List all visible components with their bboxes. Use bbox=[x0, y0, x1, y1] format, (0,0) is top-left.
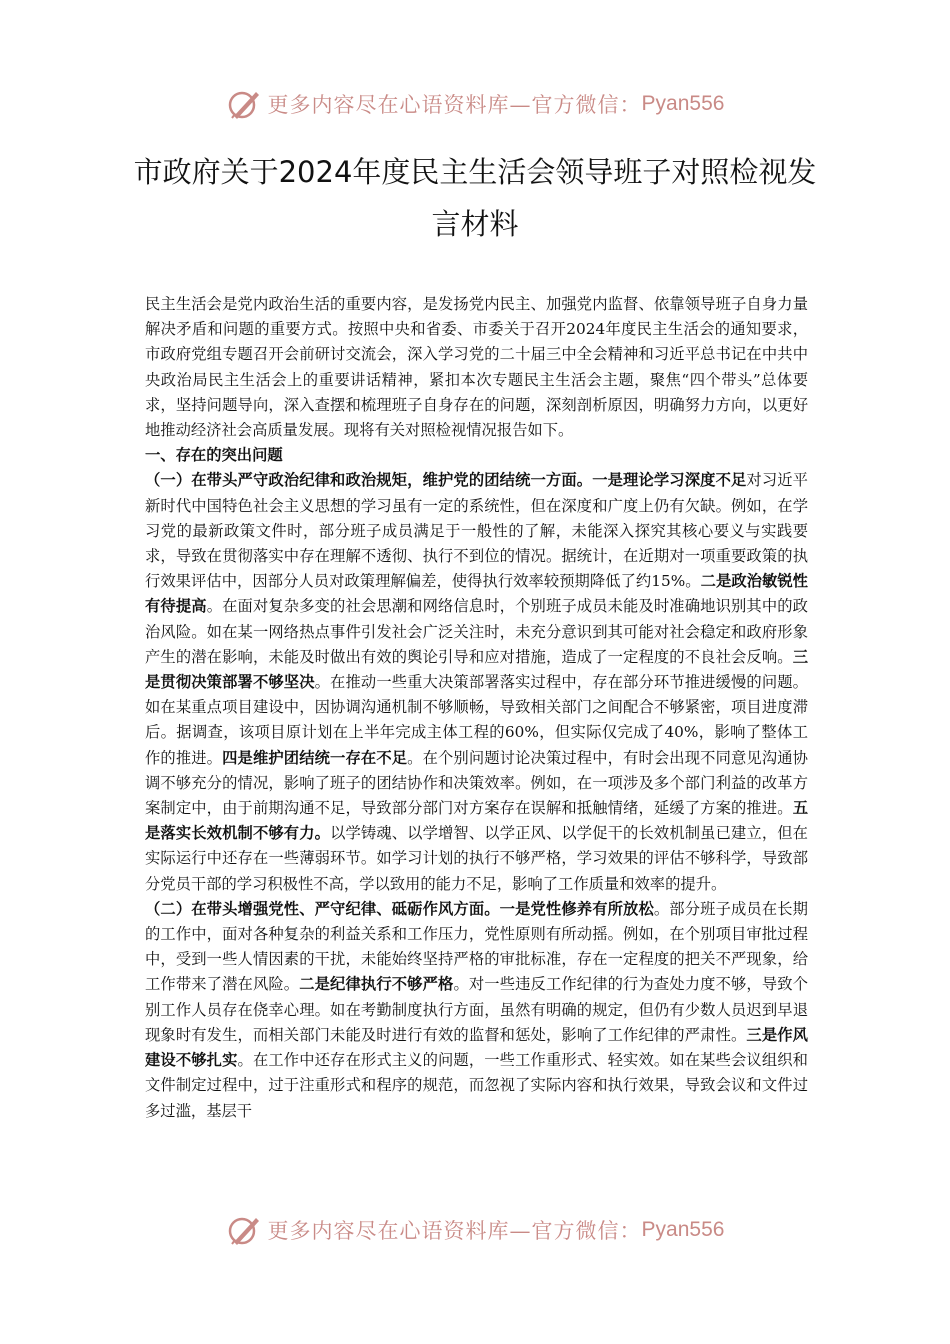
pen-logo-icon bbox=[226, 86, 262, 122]
watermark-footer bbox=[0, 1210, 950, 1250]
watermark-id: Pyan556 bbox=[641, 92, 725, 115]
watermark-header bbox=[0, 84, 950, 124]
subsection-1: （一）在带头严守政治纪律和政治规矩，维护党的团结统一方面。一是理论学习深度不足对习近平新时代中国特色社会主义思想的学习虽有一定的系统性，但在深度和广度上仍有欠缺。例如，在学习党的最新政策文件时，部分班子成员满足于一般性的了解，未能深入探究其核心要义与实践要求，导致在贯彻落实中存在理解不透彻、执行不到位的情况。据统计，在近期对一项重要政策的执行效果评估中，因部分人员对政策理解偏差，使得执行效率较预期降低了约15%。二是政治敏锐性有待提高。在面对复杂多变的社会思潮和网络信息时，个别班子成员未能及时准确地识别其中的政治风险。如在某一网络热点事件引发社会广泛关注时，未充分意识到其可能对社会稳定和政府形象产生的潜在影响，未能及时做出有效的舆论引导和应对措施，造成了一定程度的不良社会反响。三是贯彻决策部署不够坚决。在推动一些重大决策部署落实过程中，存在部分环节推进缓慢的问题。如在某重点项目建设中，因协调沟通机制不够顺畅，导致相关部门之间配合不够紧密，项目进度滞后。据调查，该项目原计划在上半年完成主体工程的60%，但实际仅完成了40%，影响了整体工作的推进。四是维护团结统一存在不足。在个别问题讨论决策过程中，有时会出现不同意见沟通协调不够充分的情况，影响了班子的团结协作和决策效率。例如，在一项涉及多个部门利益的改革方案制定中，由于前期沟通不足，导致部分部门对方案存在误解和抵触情绪，延缓了方案的推进。五是落实长效机制不够有力。以学铸魂、以学增智、以学正风、以学促干的长效机制虽已建立，但在实际运行中还存在一些薄弱环节。如学习计划的执行不够严格，学习效果的评估不够科学，导致部分党员干部的学习积极性不高，学以致用的能力不足，影响了工作质量和效率的提升。 bbox=[145, 471, 808, 893]
watermark-text: 更多内容尽在心语资料库—官方微信： bbox=[267, 1219, 642, 1243]
subsection-heading: （一）在带头严守政治纪律和政治规矩，维护党的团结统一方面。 bbox=[145, 471, 593, 490]
watermark-text: 更多内容尽在心语资料库—官方微信： bbox=[267, 93, 642, 117]
subsection-heading: （二）在带头增强党性、严守纪律、砥砺作风方面。 bbox=[145, 899, 500, 918]
pen-logo-icon bbox=[226, 1212, 262, 1248]
subsection-2: （二）在带头增强党性、严守纪律、砥砺作风方面。一是党性修养有所放松。部分班子成员在长期的工作中，面对各种复杂的利益关系和工作压力，党性原则有所动摇。例如，在个别项目审批过程中，受到一些人情因素的干扰，未能始终坚持严格的审批标准，存在一定程度的把关不严现象，给工作带来了潜在风险。二是纪律执行不够严格。对一些违反工作纪律的行为查处力度不够，导致个别工作人员存在侥幸心理。如在考勤制度执行方面，虽然有明确的规定，但仍有少数人员迟到早退现象时有发生，而相关部门未能及时进行有效的监督和惩处，影响了工作纪律的严肃性。三是作风建设不够扎实。在工作中还存在形式主义的问题，一些工作重形式、轻实效。如在某些会议组织和文件制定过程中，过于注重形式和程序的规范，而忽视了实际内容和执行效果，导致会议和文件过多过滥，基层干 bbox=[145, 899, 808, 1120]
document-title: 市政府关于2024年度民主生活会领导班子对照检视发言材料 bbox=[133, 155, 817, 241]
document-body bbox=[145, 292, 808, 1124]
watermark-id: Pyan556 bbox=[641, 1218, 725, 1241]
section-heading: 一、存在的突出问题 bbox=[145, 446, 283, 465]
intro-paragraph: 民主生活会是党内政治生活的重要内容，是发扬党内民主、加强党内监督、依靠领导班子自身力量解决矛盾和问题的重要方式。按照中央和省委、市委关于召开2024年度民主生活会的通知要求，市政府党组专题召开会前研讨交流会，深入学习党的二十届三中全会精神和习近平总书记在中共中央政治局民主生活会上的重要讲话精神，紧扣本次专题民主生活会主题，聚焦“四个带头”总体要求，坚持问题导向，深入查摆和梳理班子自身存在的问题，深刻剖析原因，明确努力方向，以更好地推动经济社会高质量发展。现将有关对照检视情况报告如下。 bbox=[145, 295, 808, 440]
